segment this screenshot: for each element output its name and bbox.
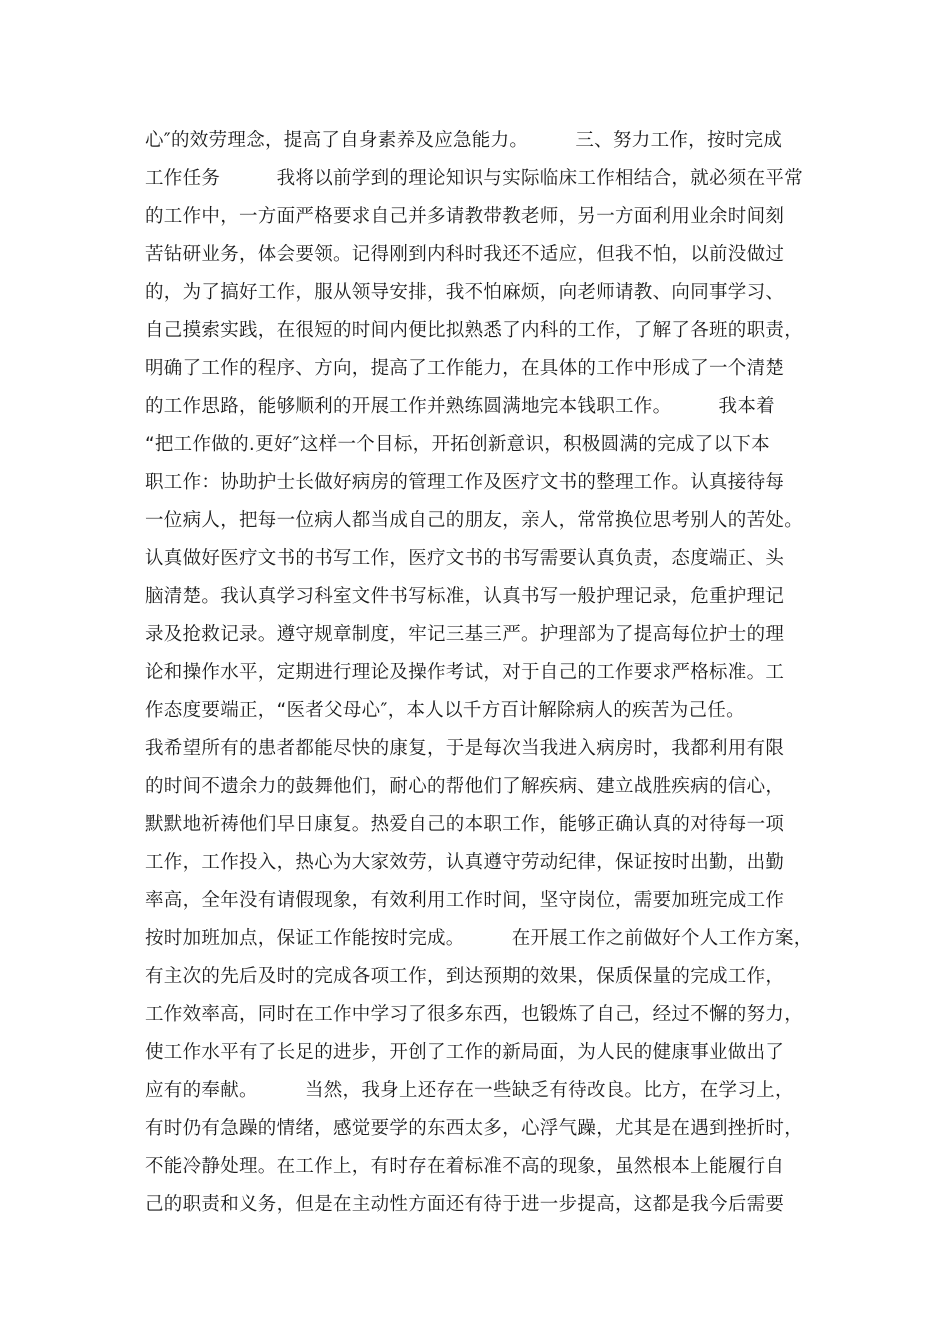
text-line: “把工作做的.更好″这样一个目标，开拓创新意识，积极圆满的完成了以下本 [145, 434, 770, 455]
text-line: 认真做好医疗文书的书写工作，医疗文书的书写需要认真负责，态度端正、头 [145, 548, 785, 569]
text-line: 有主次的先后及时的完成各项工作，到达预期的效果，保质保量的完成工作， [145, 966, 785, 987]
text-line: 自己摸索实践，在很短的时间内便比拟熟悉了内科的工作，了解了各班的职责， [145, 320, 804, 341]
text-line: 工作，工作投入，热心为大家效劳，认真遵守劳动纪律，保证按时出勤，出勤 [145, 852, 785, 873]
text-line: 工作任务 我将以前学到的理论知识与实际临床工作相结合，就必须在平常 [145, 168, 804, 189]
text-line: 的工作思路，能够顺利的开展工作并熟练圆满地完本钱职工作。 我本着 [145, 396, 775, 417]
text-line: 我希望所有的患者都能尽快的康复，于是每次当我进入病房时，我都利用有限 [145, 738, 785, 759]
text-line: 默默地祈祷他们早日康复。热爱自己的本职工作，能够正确认真的对待每一项 [145, 814, 785, 835]
text-line: 的，为了搞好工作，服从领导安排，我不怕麻烦，向老师请教、向同事学习、 [145, 282, 785, 303]
text-line: 苦钻研业务，体会要领。记得刚到内科时我还不适应，但我不怕，以前没做过 [145, 244, 785, 265]
text-line: 有时仍有急躁的情绪，感觉要学的东西太多，心浮气躁，尤其是在遇到挫折时， [145, 1118, 804, 1139]
text-line: 录及抢救记录。遵守规章制度，牢记三基三严。护理部为了提高每位护士的理 [145, 624, 785, 645]
text-line: 己的职责和义务，但是在主动性方面还有待于进一步提高，这都是我今后需要 [145, 1194, 785, 1215]
text-line: 论和操作水平，定期进行理论及操作考试，对于自己的工作要求严格标准。工 [145, 662, 785, 683]
text-line: 不能冷静处理。在工作上，有时存在着标准不高的现象，虽然根本上能履行自 [145, 1156, 785, 1177]
text-line: 应有的奉献。 当然，我身上还存在一些缺乏有待改良。比方，在学习上， [145, 1080, 794, 1101]
body-text [145, 122, 825, 1224]
text-line: 使工作水平有了长足的进步，开创了工作的新局面，为人民的健康事业做出了 [145, 1042, 785, 1063]
text-line: 明确了工作的程序、方向，提高了工作能力，在具体的工作中形成了一个清楚 [145, 358, 785, 379]
text-line: 一位病人，把每一位病人都当成自己的朋友，亲人，常常换位思考别人的苦处。 [145, 510, 804, 531]
text-line: 作态度要端正，“医者父母心″，本人以千方百计解除病人的疾苦为己任。 [145, 700, 745, 721]
text-line: 按时加班加点，保证工作能按时完成。 在开展工作之前做好个人工作方案， [145, 928, 813, 949]
text-line: 的工作中，一方面严格要求自己并多请教带教老师，另一方面利用业余时间刻 [145, 206, 785, 227]
text-line: 脑清楚。我认真学习科室文件书写标准，认真书写一般护理记录，危重护理记 [145, 586, 785, 607]
text-line: 工作效率高，同时在工作中学习了很多东西，也锻炼了自己，经过不懈的努力， [145, 1004, 804, 1025]
text-line: 率高，全年没有请假现象，有效利用工作时间，坚守岗位，需要加班完成工作 [145, 890, 785, 911]
text-line: 职工作：协助护士长做好病房的管理工作及医疗文书的整理工作。认真接待每 [145, 472, 785, 493]
text-line: 心″的效劳理念，提高了自身素养及应急能力。 三、努力工作，按时完成 [145, 130, 783, 151]
text-line: 的时间不遗余力的鼓舞他们，耐心的帮他们了解疾病、建立战胜疾病的信心， [145, 776, 785, 797]
